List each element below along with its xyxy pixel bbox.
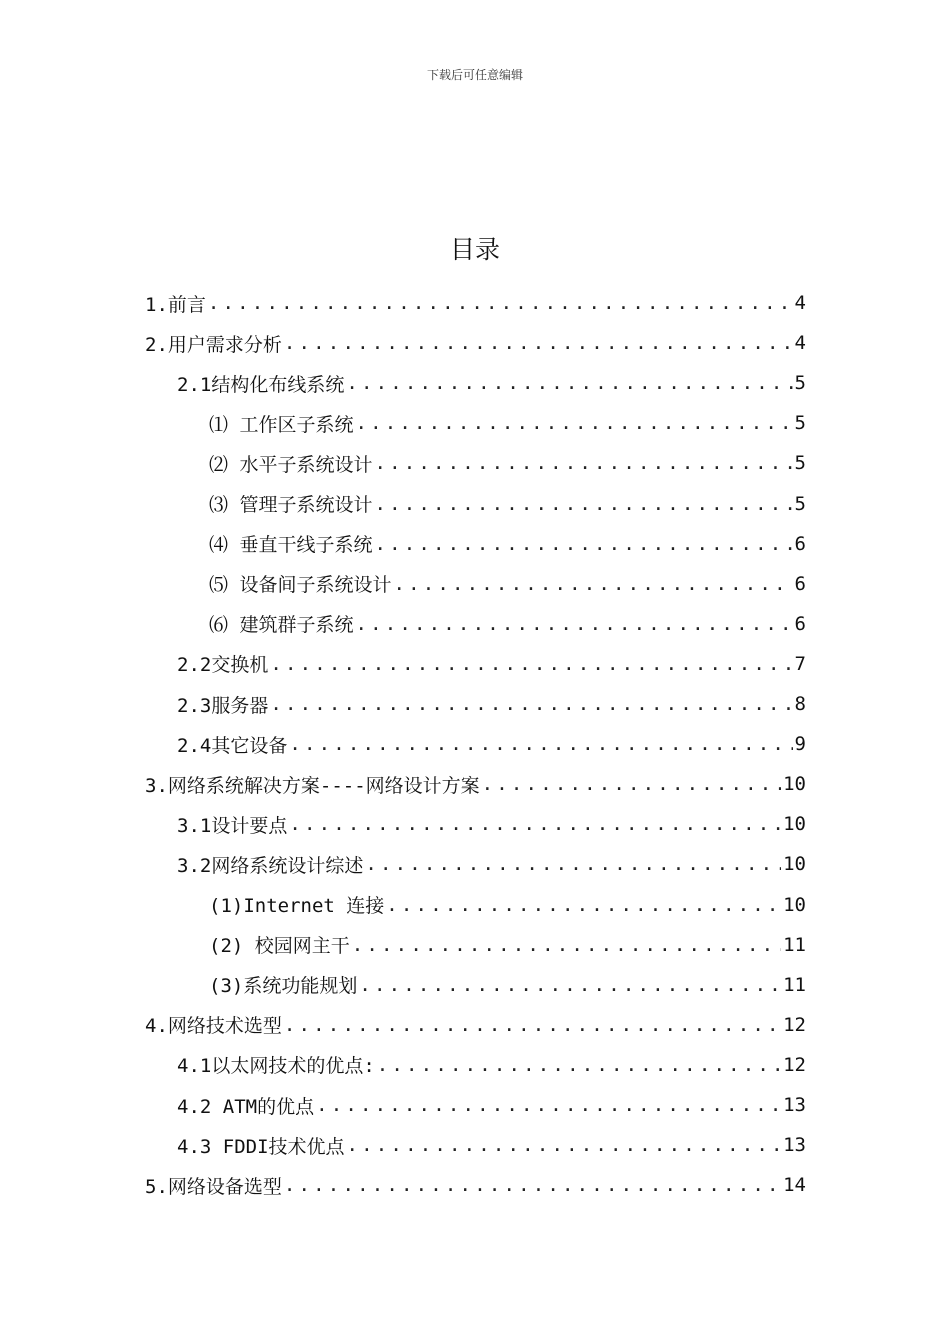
toc-dot-leader <box>284 1014 781 1036</box>
toc-dot-leader <box>374 493 792 515</box>
toc-dot-leader <box>284 1174 781 1196</box>
toc-dot-leader <box>346 372 792 394</box>
toc-entry[interactable] <box>209 403 806 443</box>
toc-entry-page: 10 <box>783 893 806 916</box>
toc-entry-page: 7 <box>794 652 806 675</box>
toc-entry-label: 2.4其它设备 <box>177 734 288 757</box>
toc-entry-label: 3.网络系统解决方案----网络设计方案 <box>145 774 480 797</box>
toc-entry-label: 3.1设计要点 <box>177 814 288 837</box>
toc-entry-label: 2.3服务器 <box>177 694 269 717</box>
toc-entry-label: ⑵ 水平子系统设计 <box>209 453 373 476</box>
toc-dot-leader <box>352 934 781 956</box>
toc-dot-leader <box>208 292 793 314</box>
toc-entry-label: ⑹ 建筑群子系统 <box>209 614 354 637</box>
toc-entry-page: 8 <box>794 693 806 715</box>
toc-entry-label: 5.网络设备选型 <box>145 1175 282 1198</box>
toc-entry-page: 4 <box>794 292 806 314</box>
toc-entry-page: 10 <box>783 813 806 836</box>
toc-entry-page: 12 <box>783 1013 806 1036</box>
toc-dot-leader <box>386 894 781 916</box>
toc-entry-label: 2.2交换机 <box>177 654 269 677</box>
toc-entry-page: 11 <box>783 973 806 996</box>
toc-dot-leader <box>377 1054 781 1076</box>
toc-dot-leader <box>355 412 792 434</box>
header-note: 下载后可任意编辑 <box>426 68 523 82</box>
toc-entry-label: (3)系统功能规划 <box>209 975 358 998</box>
page-title: 目录 <box>449 235 500 264</box>
toc-entry[interactable] <box>209 965 806 1005</box>
toc-entry[interactable] <box>209 484 806 524</box>
toc-entry-page: 12 <box>783 1053 806 1076</box>
toc-entry-label: ⑷ 垂直干线子系统 <box>209 534 373 557</box>
toc-entry[interactable] <box>177 684 806 724</box>
toc-entry-label: 4.3 FDDI技术优点 <box>177 1135 345 1158</box>
toc-entry[interactable] <box>177 1085 806 1125</box>
toc-entry[interactable] <box>209 925 806 965</box>
toc-entry-page: 6 <box>794 532 806 555</box>
toc-entry[interactable] <box>177 804 806 844</box>
toc-dot-leader <box>284 332 793 354</box>
toc-dot-leader <box>316 1094 781 1116</box>
toc-entry[interactable] <box>145 764 806 804</box>
toc-entry[interactable] <box>177 644 806 684</box>
toc-entry[interactable] <box>177 363 806 403</box>
toc-entry-page: 6 <box>794 612 806 635</box>
toc-entry[interactable] <box>145 323 806 363</box>
toc-entry[interactable] <box>209 524 806 564</box>
toc-entry[interactable] <box>145 1165 806 1205</box>
toc-entry-label: (1)Internet 连接 <box>209 895 385 917</box>
toc-dot-leader <box>393 573 792 595</box>
toc-entry-label: ⑸ 设备间子系统设计 <box>209 574 392 597</box>
toc-entry[interactable] <box>177 724 806 764</box>
toc-dot-leader <box>355 613 792 635</box>
toc-dot-leader <box>289 813 781 835</box>
toc-entry-label: 1.前言 <box>145 293 206 316</box>
toc-entry-label: ⑶ 管理子系统设计 <box>209 494 373 516</box>
toc-entry-page: 5 <box>794 372 806 395</box>
toc-entry-label: 4.网络技术选型 <box>145 1015 282 1038</box>
toc-entry-page: 5 <box>794 492 806 515</box>
toc-entry[interactable] <box>177 1045 806 1085</box>
toc-entry[interactable] <box>145 1005 806 1045</box>
toc-entry-label: (2) 校园网主干 <box>209 935 350 958</box>
toc-entry[interactable] <box>145 283 806 323</box>
toc-entry-page: 13 <box>783 1134 806 1157</box>
toc-dot-leader <box>374 533 792 555</box>
toc-entry-page: 6 <box>794 572 806 595</box>
toc-entry-page: 14 <box>783 1174 806 1197</box>
toc-dot-leader <box>365 853 781 875</box>
toc-entry[interactable] <box>177 1125 806 1165</box>
toc-entry-page: 5 <box>794 452 806 475</box>
toc-entry-label: 4.2 ATM的优点 <box>177 1095 315 1118</box>
toc-entry-page: 5 <box>794 412 806 435</box>
toc-dot-leader <box>374 452 792 474</box>
toc-dot-leader <box>289 733 792 755</box>
toc-entry-page: 10 <box>783 853 806 876</box>
toc-entry-label: 4.1以太网技术的优点: <box>177 1055 375 1078</box>
toc-dot-leader <box>482 773 781 795</box>
toc-entry-page: 11 <box>783 933 806 956</box>
toc-entry[interactable] <box>209 443 806 483</box>
toc-entry[interactable] <box>209 564 806 604</box>
toc-dot-leader <box>347 1134 782 1156</box>
toc-entry-label: 3.2网络系统设计综述 <box>177 854 364 877</box>
toc-entry[interactable] <box>209 885 806 925</box>
toc-dot-leader <box>270 693 792 715</box>
toc-entry-page: 10 <box>783 773 806 796</box>
toc-entry-label: 2.1结构化布线系统 <box>177 373 345 396</box>
toc-entry[interactable] <box>209 604 806 644</box>
toc-dot-leader <box>359 974 781 996</box>
toc-dot-leader <box>270 653 792 675</box>
toc-entry-page: 4 <box>794 332 806 355</box>
toc-entry-page: 9 <box>794 733 806 756</box>
toc-entry-page: 13 <box>783 1094 806 1116</box>
toc-entry-label: 2.用户需求分析 <box>145 333 282 356</box>
toc-entry-label: ⑴ 工作区子系统 <box>209 413 354 436</box>
toc-entry[interactable] <box>177 844 806 884</box>
